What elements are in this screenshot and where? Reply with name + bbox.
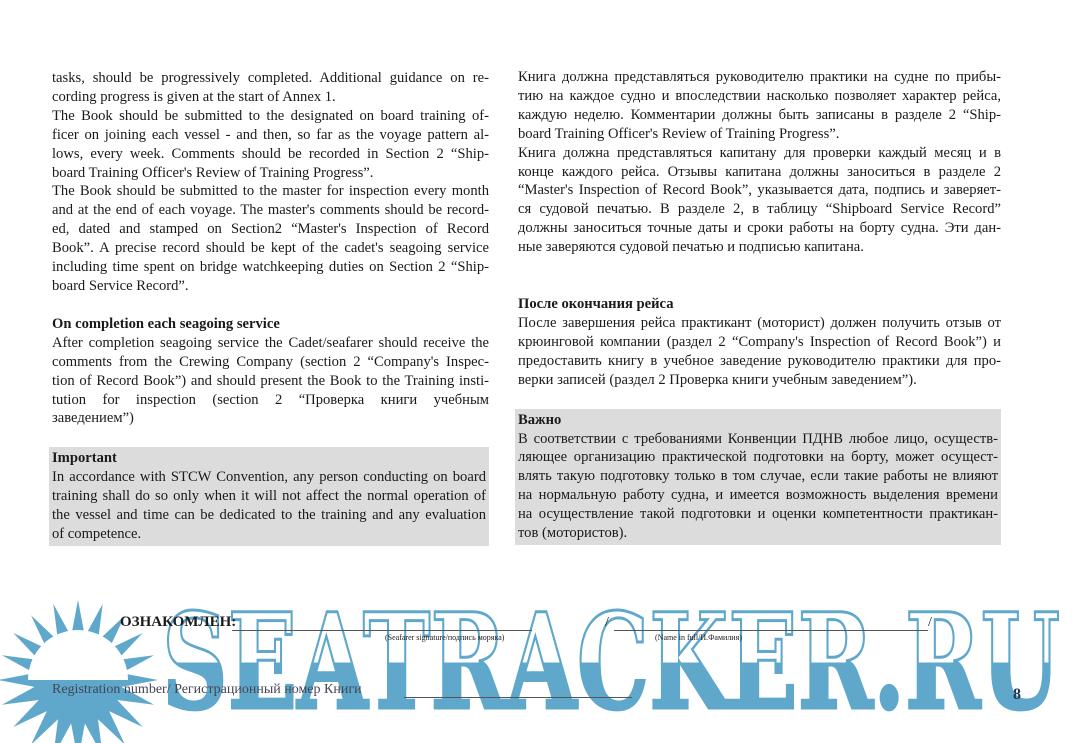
text-line: на осуществление такой подготовки и оценки компетентности практикан- [518, 506, 998, 523]
text-line: board Training Officer's Review of Training Progress”. [52, 164, 374, 181]
text-line: comments from the Crewing Company (section 2 “Company's Inspec- [52, 353, 489, 370]
spacer [52, 296, 489, 315]
text-line: крюинговой компании (раздел 2 “Company's Inspection of Record Book”) и [518, 333, 1001, 350]
spacer [52, 428, 489, 447]
text-line: ляющее организацию практической подготовки на борту, может осущест- [518, 449, 998, 466]
text-line: После завершения рейса практикант (моторист) должен получить отзыв от [518, 314, 1001, 331]
text-line: тию на каждое судно и впоследствии насколько позволяет характер рейса, [518, 87, 1001, 104]
text-line: ные заверяются судовой печатью и подписью капитана. [518, 239, 864, 256]
text-line: должны заноситься точные даты и сроки работы на борту судна. Эти дан- [518, 220, 1001, 237]
registration-label: Registration number/ Регистрационный номер Книги [52, 682, 362, 697]
text-line: tution for inspection (section 2 “Проверка книги учебным [52, 391, 489, 408]
paragraph [52, 334, 489, 429]
text-line: and at the end of each voyage. The master's comments should be record- [52, 202, 489, 219]
text-line: of competence. [52, 525, 142, 542]
spacer [518, 390, 1001, 409]
text-line: In accordance with STCW Convention, any person conducting on board [52, 469, 486, 486]
text-line: The Book should be submitted to the master for inspection every month [52, 183, 489, 200]
text-line: The Book should be submitted to the designated on board training of- [52, 107, 489, 124]
text-line: Book”. A precise record should be kept of the cadet's seagoing service [52, 240, 489, 257]
registration-line[interactable] [404, 697, 632, 698]
text-line: Книга должна представляться капитану для проверки каждый месяц и в [518, 144, 1001, 161]
section-heading: После окончания рейса [518, 296, 674, 313]
text-line: tasks, should be progressively completed. Additional guidance on re- [52, 70, 489, 86]
left-column [52, 69, 489, 546]
text-line: “Master's Inspection of Record Book”, указывается дата, подпись и заверяет- [518, 182, 1001, 199]
text-line: board Service Record”. [52, 277, 189, 294]
text-line: cording progress is given at the start of Annex 1. [52, 88, 336, 105]
text-line: предоставить книгу в учебное заведение руководителю практики для про- [518, 352, 1001, 369]
text-line: конце каждого рейса. Отзывы капитана должны заноситься в разделе 2 [518, 163, 1001, 180]
text-line: the vessel and time can be dedicated to the training and any evaluation [52, 507, 486, 524]
important-heading: Important [52, 450, 117, 467]
right-column [518, 68, 1001, 545]
seatracker-watermark [0, 580, 1080, 743]
text-line: заведением”) [52, 410, 134, 427]
signature-line[interactable] [232, 630, 532, 631]
important-heading: Важно [518, 411, 562, 428]
text-line: Книга должна представляться руководителю практики на судне по прибы- [518, 69, 1001, 85]
text-line: ся судовой печатью. В разделе 2, в таблицу “Shipboard Service Record” [518, 201, 1001, 218]
slash-1: / [605, 615, 609, 630]
text-line: В соответствии с требованиями Конвенции ПДНВ любое лицо, осуществ- [518, 430, 998, 447]
paragraph [518, 314, 1001, 390]
text-line: including time spent on bridge watchkeeping duties on Section 2 “Ship- [52, 259, 489, 276]
name-caption: (Name in full/И.Фамилия) [655, 633, 742, 642]
text-line: ficer on joining each vessel - and then, so far as the voyage pattern al- [52, 126, 489, 143]
text-line: тов (мотористов). [518, 525, 628, 542]
text-line: training shall do so only when it will not affect the normal operation of [52, 488, 486, 505]
text-line: After completion seagoing service the Cadet/seafarer should receive the [52, 334, 489, 351]
section-heading: On completion each seagoing service [52, 315, 280, 332]
important-box [49, 447, 489, 546]
paragraph [518, 68, 1001, 257]
text-line: каждую неделю. Комментарии должны быть записаны в разделе 2 “Ship- [518, 106, 1001, 123]
spacer [518, 257, 1001, 276]
important-box [515, 409, 1001, 545]
text-line: влять такую подготовку только в том случае, если такие работы не влияют [518, 468, 998, 485]
watermark-text: SEATRACKER.RU [162, 585, 1060, 740]
text-line: lows, every week. Comments should be recorded in Section 2 “Ship- [52, 145, 489, 162]
text-line: tion of Record Book”) and should present the Book to the Training insti- [52, 372, 489, 389]
paragraph [52, 69, 489, 296]
text-line: верки записей (раздел 2 Проверка книги учебным заведением”). [518, 371, 917, 388]
name-line[interactable] [614, 630, 928, 631]
text-line: board Training Officer's Review of Training Progress”. [518, 125, 840, 142]
text-line: на нормальную работу судна, и имеется возможность выделения времени [518, 487, 998, 504]
spacer [518, 276, 1001, 295]
page-number: 8 [1013, 686, 1021, 703]
acknowledged-label: ОЗНАКОМЛЕН: [120, 614, 237, 630]
slash-2: / [928, 615, 932, 630]
signature-caption: (Seafarer signature/подпись моряка) [385, 633, 505, 642]
text-line: ed, dated and stamped on Section2 “Master's Inspection of Record [52, 221, 489, 238]
